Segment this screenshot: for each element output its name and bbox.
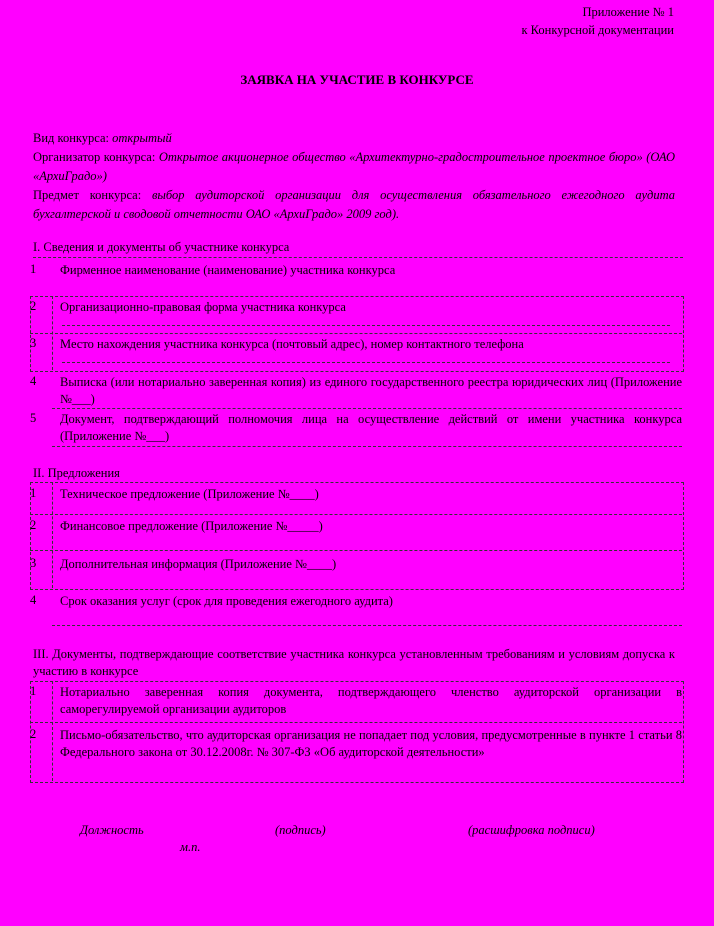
divider <box>30 333 682 334</box>
answer-line <box>52 625 682 626</box>
item-text: Место нахождения участника конкурса (почтовый адрес), номер контактного телефона <box>60 337 524 351</box>
contest-kind <box>33 129 675 148</box>
appendix-header <box>521 3 674 39</box>
subject-label: Предмет конкурса: <box>33 188 142 202</box>
item-number: 4 <box>30 374 37 388</box>
item-number: 2 <box>30 518 37 532</box>
section-1-item <box>30 299 682 329</box>
organizer-label: Организатор конкурса: <box>33 150 156 164</box>
item-number: 3 <box>30 336 37 350</box>
divider <box>30 550 682 551</box>
item-text: Срок оказания услуг (срок для проведения ежегодного аудита) <box>60 594 393 608</box>
section-3-item <box>30 727 682 779</box>
signature-sign: (подпись) <box>275 823 326 837</box>
item-number: 4 <box>30 593 37 607</box>
section-1-item <box>30 262 682 292</box>
item-text: Выписка (или нотариально заверенная копия) из единого государственного реестра юридических лиц (Приложение №___) <box>60 375 682 406</box>
intro-block <box>33 129 675 224</box>
section-2-item <box>30 486 682 514</box>
item-number: 3 <box>30 556 37 570</box>
section-1-item <box>30 374 682 408</box>
item-number: 2 <box>30 727 37 741</box>
contest-kind-value: открытый <box>112 131 172 145</box>
section-2-item <box>30 556 682 584</box>
stamp-place: м.п. <box>180 840 201 854</box>
section-3-item <box>30 684 682 722</box>
section-2-item <box>30 518 682 546</box>
item-number: 1 <box>30 684 37 698</box>
page-title: ЗАЯВКА НА УЧАСТИЕ В КОНКУРСЕ <box>240 72 474 87</box>
item-text: Документ, подтверждающий полномочия лица на осуществление действий от имени участника конкурса (Приложение №___) <box>60 412 682 443</box>
section-1-item <box>30 336 682 366</box>
section-2-heading: II. Предложения <box>33 466 120 480</box>
organizer <box>33 148 675 186</box>
section-1-heading: I. Сведения и документы об участнике конкурса <box>33 240 290 254</box>
divider <box>52 408 682 409</box>
contest-kind-label: Вид конкурса: <box>33 131 110 145</box>
item-text: Фирменное наименование (наименование) участника конкурса <box>60 263 396 277</box>
appendix-line-1: Приложение № 1 <box>582 5 674 19</box>
subject <box>33 186 675 224</box>
divider <box>30 514 682 515</box>
divider <box>52 446 682 447</box>
item-text: Письмо-обязательство, что аудиторская организация не попадает под условия, предусмотренные в пункте 1 статьи 8 Федерального закона от 30.12.2008г. № 307-ФЗ «Об аудиторской деятельности» <box>60 728 682 759</box>
item-number: 1 <box>30 486 37 500</box>
item-text: Финансовое предложение (Приложение №_____) <box>60 519 323 533</box>
item-text: Дополнительная информация (Приложение №____) <box>60 557 337 571</box>
organizer-value: Открытое акционерное общество «Архитектурно-градостроительное проектное бюро» (ОАО «АрхиГрадо») <box>33 150 676 183</box>
item-text: Организационно-правовая форма участника конкурса <box>60 300 346 314</box>
section-3-heading: III. Документы, подтверждающие соответствие участника конкурса установленным требованиям и условиям допуска к участию в конкурсе <box>33 647 675 678</box>
item-text: Нотариально заверенная копия документа, подтверждающего членство аудиторской организации в саморегулируемой организации аудиторов <box>60 685 682 716</box>
divider <box>33 257 683 258</box>
appendix-line-2: к Конкурсной документации <box>521 23 674 37</box>
signature-decode: (расшифровка подписи) <box>468 823 595 837</box>
item-text: Техническое предложение (Приложение №____) <box>60 487 319 501</box>
item-number: 1 <box>30 262 37 276</box>
signature-position: Должность <box>80 823 144 837</box>
section-1-item <box>30 411 682 445</box>
item-number: 5 <box>30 411 37 425</box>
section-2-item <box>30 593 682 621</box>
divider <box>30 722 682 723</box>
subject-value: выбор аудиторской организации для осуществления обязательного ежегодного аудита бухгалтерской и сводовой отчетности ОАО «АрхиГрадо» 2009 год). <box>33 188 675 221</box>
item-number: 2 <box>30 299 37 313</box>
